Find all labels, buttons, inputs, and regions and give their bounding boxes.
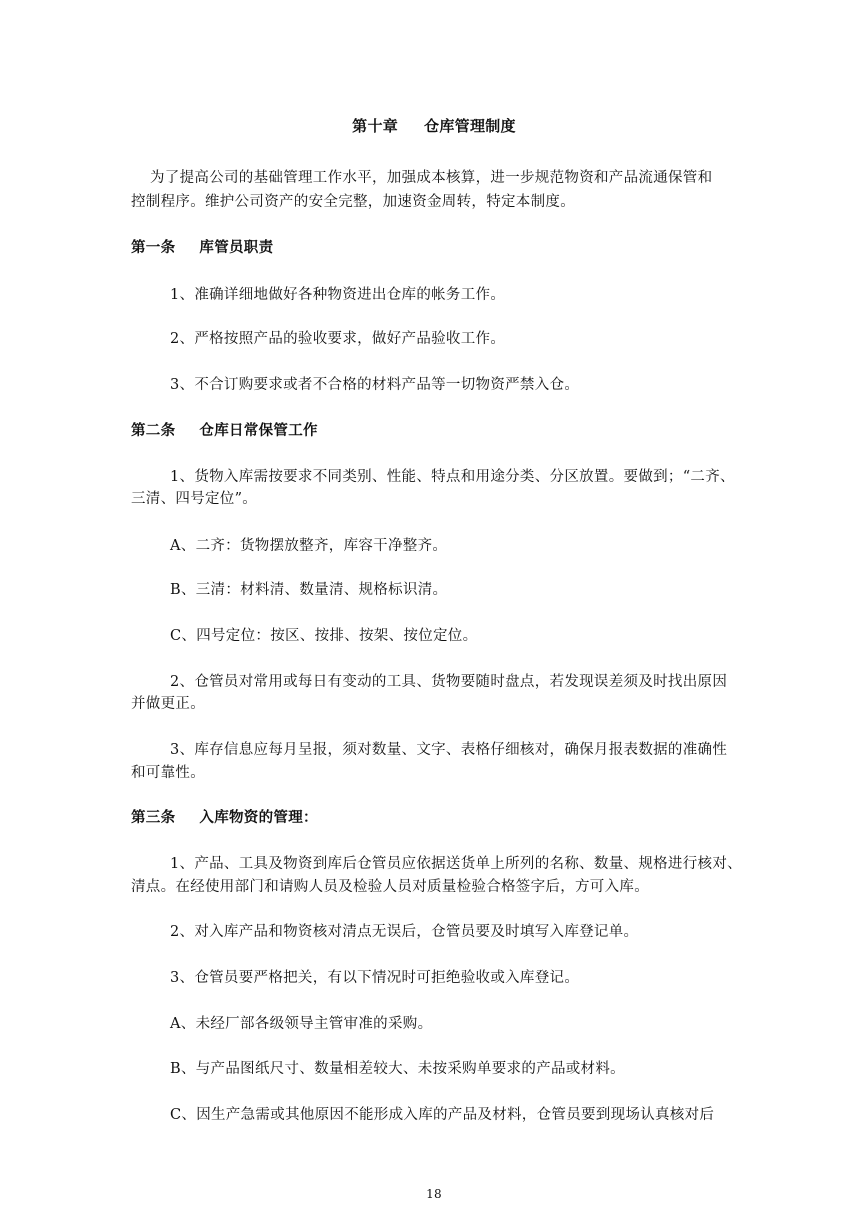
s3-item-a: A、未经厂部各级领导主管审准的采购。 xyxy=(170,1016,433,1032)
s3-item-b: B、与产品图纸尺寸、数量相差较大、未按采购单要求的产品或材料。 xyxy=(170,1061,625,1077)
s2-p2-line-1: 2、仓管员对常用或每日有变动的工具、货物要随时盘点，若发现误差须及时找出原因 xyxy=(170,674,728,690)
section-heading-1 xyxy=(131,238,273,258)
s3-p1-line-2: 清点。在经使用部门和请购人员及检验人员对质量检验合格签字后，方可入库。 xyxy=(131,879,649,895)
s3-p1-line-1: 1、产品、工具及物资到库后仓管员应依据送货单上所列的名称、数量、规格进行核对、 xyxy=(170,856,742,872)
s2-item-b: B、三清：材料清、数量清、规格标识清。 xyxy=(170,582,448,598)
s2-p1-line-2: 三清、四号定位”。 xyxy=(131,491,258,507)
intro-line-1: 为了提高公司的基础管理工作水平，加强成本核算，进一步规范物资和产品流通保管和 xyxy=(150,170,713,186)
section-title: 库管员职责 xyxy=(199,239,274,256)
intro-line-2: 控制程序。维护公司资产的安全完整，加速资金周转，特定本制度。 xyxy=(131,194,575,210)
section-number: 第三条 xyxy=(131,809,176,826)
section-number: 第一条 xyxy=(131,239,176,256)
s3-p3: 3、仓管员要严格把关，有以下情况时可拒绝验收或入库登记。 xyxy=(170,970,580,986)
chapter-number: 第十章 xyxy=(352,117,399,135)
s2-p2-line-2: 并做更正。 xyxy=(131,696,205,712)
page-number: 18 xyxy=(426,1187,442,1201)
s3-p2: 2、对入库产品和物资核对清点无误后，仓管员要及时填写入库登记单。 xyxy=(170,924,639,940)
s2-item-c: C、四号定位：按区、按排、按架、按位定位。 xyxy=(170,628,478,644)
s1-item-1: 1、准确详细地做好各种物资进出仓库的帐务工作。 xyxy=(170,287,506,303)
section-title: 仓库日常保管工作 xyxy=(199,422,318,439)
s2-p3-line-2: 和可靠性。 xyxy=(131,765,205,781)
s2-item-a: A、二齐：货物摆放整齐，库容干净整齐。 xyxy=(170,538,448,554)
chapter-name: 仓库管理制度 xyxy=(424,117,516,135)
s3-item-c: C、因生产急需或其他原因不能形成入库的产品及材料，仓管员要到现场认真核对后 xyxy=(170,1107,715,1123)
s2-p3-line-1: 3、库存信息应每月呈报，须对数量、文字、表格仔细核对，确保月报表数据的准确性 xyxy=(170,742,728,758)
chapter-title xyxy=(0,116,868,136)
s1-item-3: 3、不合订购要求或者不合格的材料产品等一切物资严禁入仓。 xyxy=(170,377,580,393)
s1-item-2: 2、严格按照产品的验收要求，做好产品验收工作。 xyxy=(170,331,506,347)
section-heading-3 xyxy=(131,808,318,828)
section-title: 入库物资的管理： xyxy=(199,809,318,826)
section-number: 第二条 xyxy=(131,422,176,439)
section-heading-2 xyxy=(131,421,318,441)
s2-p1-line-1: 1、货物入库需按要求不同类别、性能、特点和用途分类、分区放置。要做到；“二齐、 xyxy=(170,469,735,485)
